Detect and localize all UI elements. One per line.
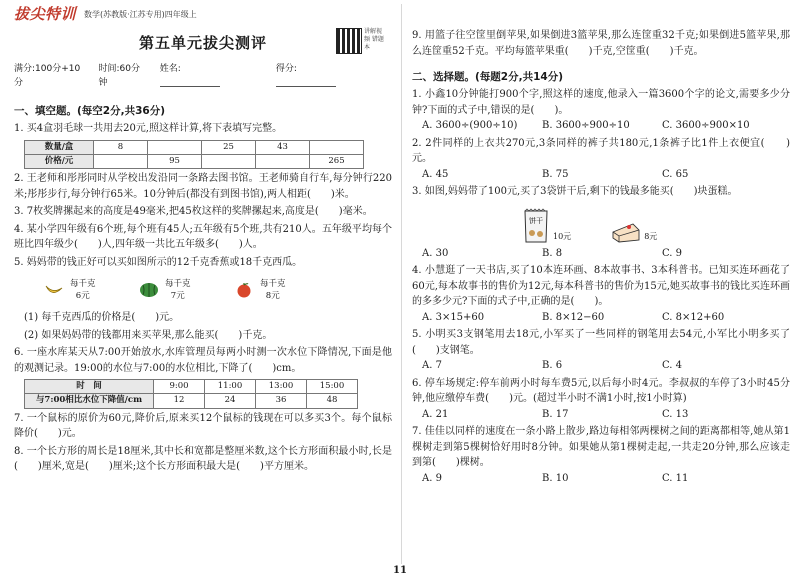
right-column [412,26,790,486]
table-cell: 12 [154,394,205,408]
biscuit-bag-label: 饼干 [529,216,543,225]
table-cell: 15:00 [307,380,358,394]
table-cell: 24 [205,394,256,408]
cake-price: 8元 [644,232,658,242]
option-c[interactable]: C. 4 [662,360,683,372]
snack-prices [522,204,790,244]
fruit-prices [44,272,392,308]
question-5: 5. 妈妈带的钱正好可以买如图所示的12千克香蕉或18千克西瓜。 [14,256,303,268]
option-b[interactable]: B. 3600÷900÷10 [542,120,630,132]
exam-title: 第五单元拔尖测评 [138,34,267,52]
table-cell: 43 [256,140,310,154]
question-9: 9. 用篮子往空筐里倒苹果,如果倒进3篮苹果,那么连筐重32千克;如果倒进5篮苹果,那么连筐重52千克。平均每篮苹果重( )千克,空筐重( )千克。 [412,30,790,57]
option-a[interactable]: A. 45 [422,168,449,180]
option-b[interactable]: B. 10 [542,472,569,484]
option-b[interactable]: B. 8×12−60 [542,311,605,323]
choice-5-options [422,358,790,374]
table-cell: 13:00 [256,380,307,394]
column-divider [401,4,402,564]
option-c[interactable]: C. 3600÷900×10 [662,120,750,132]
total-score: 满分:100分+10分 [14,64,81,89]
choice-4-options [422,310,790,326]
fruit-price: 7元 [170,291,185,302]
option-a[interactable]: A. 30 [422,247,449,259]
table-cell: 48 [307,394,358,408]
table-cell: 265 [310,155,364,169]
choice-1: 1. 小鑫10分钟能打900个字,照这样的速度,他录入一篇3600个字的论文,需要多少分钟?下面的式子中,错误的是( )。 [412,89,790,116]
table-cell: 8 [94,140,148,154]
section-heading-fill: 一、填空题。(每空2分,共36分) [14,105,166,118]
choice-2: 2. 2件同样的上衣共270元,3条同样的裤子共180元,1条裤子比1件上衣便宜( )元。 [412,137,790,165]
option-b[interactable]: B. 8 [542,247,563,259]
time-limit: 时间:60分钟 [98,64,140,89]
question-4: 4. 某小学四年级有6个班,每个班有45人;五年级有5个班,共有210人。五年级平均每个班比四年级少( )人,四年级一共比五年级多( )人。 [14,223,392,251]
series-label: 数学(苏教版·江苏专用)四年级上 [84,9,197,19]
table-cell: 95 [148,155,202,169]
table-cell: 与7:00相比水位下降值/cm [25,394,154,408]
option-a[interactable]: A. 9 [422,472,442,484]
qr-code-icon[interactable] [336,28,362,54]
fruit-unit: 每千克 [260,279,286,290]
option-c[interactable]: C. 11 [662,472,689,484]
question-1: 1. 买4盒羽毛球一共用去20元,照这样计算,将下表填写完整。 [14,123,283,135]
score-blank[interactable] [276,77,336,87]
apple-price [234,272,329,308]
name-label: 姓名: [159,64,181,75]
qr-caption: 讲解视频 错题本 [364,28,384,51]
fruit-price: 6元 [75,291,90,302]
question-2: 2. 王老师和彤彤同时从学校出发沿同一条路去图书馆。王老师骑自行车,每分钟行220米;彤彤步行,每分钟行65米。10分钟后(都没有到图书馆),两人相距( )米。 [14,173,392,200]
choice-7-options [422,471,790,487]
table-cell[interactable] [94,155,148,169]
option-c[interactable]: C. 13 [662,408,689,420]
fruit-price: 8元 [265,291,280,302]
option-b[interactable]: B. 6 [542,360,563,372]
question-7: 7. 一个鼠标的原价为60元,降价后,原来买12个鼠标的钱现在可以多买3个。每个鼠标降价( )元。 [14,412,392,440]
price-table [24,140,364,169]
question-5-sub2: (2) 如果妈妈带的钱都用来买苹果,那么能买( )千克。 [24,329,273,341]
header-bar [14,4,392,26]
option-a[interactable]: A. 21 [422,408,449,420]
name-blank[interactable] [160,77,220,87]
watermelon-icon [139,282,159,298]
option-c[interactable]: C. 65 [662,168,689,180]
score-field [276,63,378,93]
table-cell: 数量/盒 [25,140,94,154]
left-column [14,0,392,475]
question-5-sub1: (1) 每千克西瓜的价格是( )元。 [24,312,180,324]
name-field [160,63,262,93]
table-cell: 11:00 [205,380,256,394]
choice-1-options [422,118,790,134]
table-cell: 时 间 [25,380,154,394]
choice-3-options [422,246,790,262]
choice-6-options [422,407,790,423]
exam-meta [14,63,392,93]
cake-item [611,222,657,244]
score-label: 得分: [275,64,297,75]
option-c[interactable]: C. 8×12+60 [662,311,725,323]
fruit-unit: 每千克 [165,279,191,290]
apple-icon [234,282,254,298]
biscuit-price: 10元 [553,232,572,242]
table-cell[interactable] [256,155,310,169]
choice-4: 4. 小慧逛了一天书店,买了10本连环画、8本故事书、3本科普书。已知买连环画花了60元,每本故事书的售价为12元,每本科普书的售价为15元,她买故事书的钱比买连环画的多多少元?下面的式子中,正确的是( )。 [412,265,790,308]
table-cell[interactable] [310,140,364,154]
option-a[interactable]: A. 3600÷(900÷10) [422,120,518,132]
question-8: 8. 一个长方形的周长是18厘米,其中长和宽都是整厘米数,这个长方形面积最小时,长是( )厘米,宽是( )厘米;这个长方形面积最大是( )平方厘米。 [14,445,392,473]
brand-logo: 拔尖特训 [14,5,77,24]
option-b[interactable]: B. 75 [542,168,569,180]
banana-icon [44,282,64,298]
table-cell: 9:00 [154,380,205,394]
biscuit-item [522,208,571,244]
page-number: 11 [393,565,407,576]
cake-icon [611,222,641,244]
fruit-unit: 每千克 [70,279,96,290]
table-cell[interactable] [202,155,256,169]
option-c[interactable]: C. 9 [662,247,683,259]
table-cell: 价格/元 [25,155,94,169]
choice-6: 6. 停车场规定:停车前两小时每车费5元,以后每小时4元。李叔叔的车停了3小时45分钟,他应缴停车费( )元。(超过半小时不满1小时,按1小时算) [412,377,790,405]
biscuit-bag-icon [522,208,550,244]
table-cell: 36 [256,394,307,408]
question-6: 6. 一座水库某天从7:00开始放水,水库管理员每两小时测一次水位下降情况,下面是他的观测记录。19:00的水位与7:00的水位相比,下降了( )cm。 [14,347,392,374]
question-3: 3. 7枚奖牌摞起来的高度是49毫米,把45枚这样的奖牌摞起来,高度是( )毫米。 [14,206,373,218]
option-a[interactable]: A. 3×15+60 [422,311,485,323]
section-heading-choice: 二、选择题。(每题2分,共14分) [412,71,564,83]
water-level-table [24,379,358,408]
table-cell[interactable] [148,140,202,154]
choice-5: 5. 小明买3支钢笔用去18元,小军买了一些同样的钢笔用去54元,小军比小明多买了( )支钢笔。 [412,329,790,356]
watermelon-price [139,272,234,308]
choice-7: 7. 佳佳以同样的速度在一条小路上散步,路边每相邻两棵树之间的距离都相等,她从第1棵树走到第5棵树恰好用时8分钟。如果她从第1棵树走起,一共走20分钟,那么应该走到第( )棵树。 [412,426,790,469]
option-b[interactable]: B. 17 [542,408,569,420]
choice-2-options [422,167,790,183]
table-cell: 25 [202,140,256,154]
choice-3: 3. 如图,妈妈带了100元,买了3袋饼干后,剩下的钱最多能买( )块蛋糕。 [412,186,738,198]
option-a[interactable]: A. 7 [422,360,442,372]
banana-price [44,272,139,308]
